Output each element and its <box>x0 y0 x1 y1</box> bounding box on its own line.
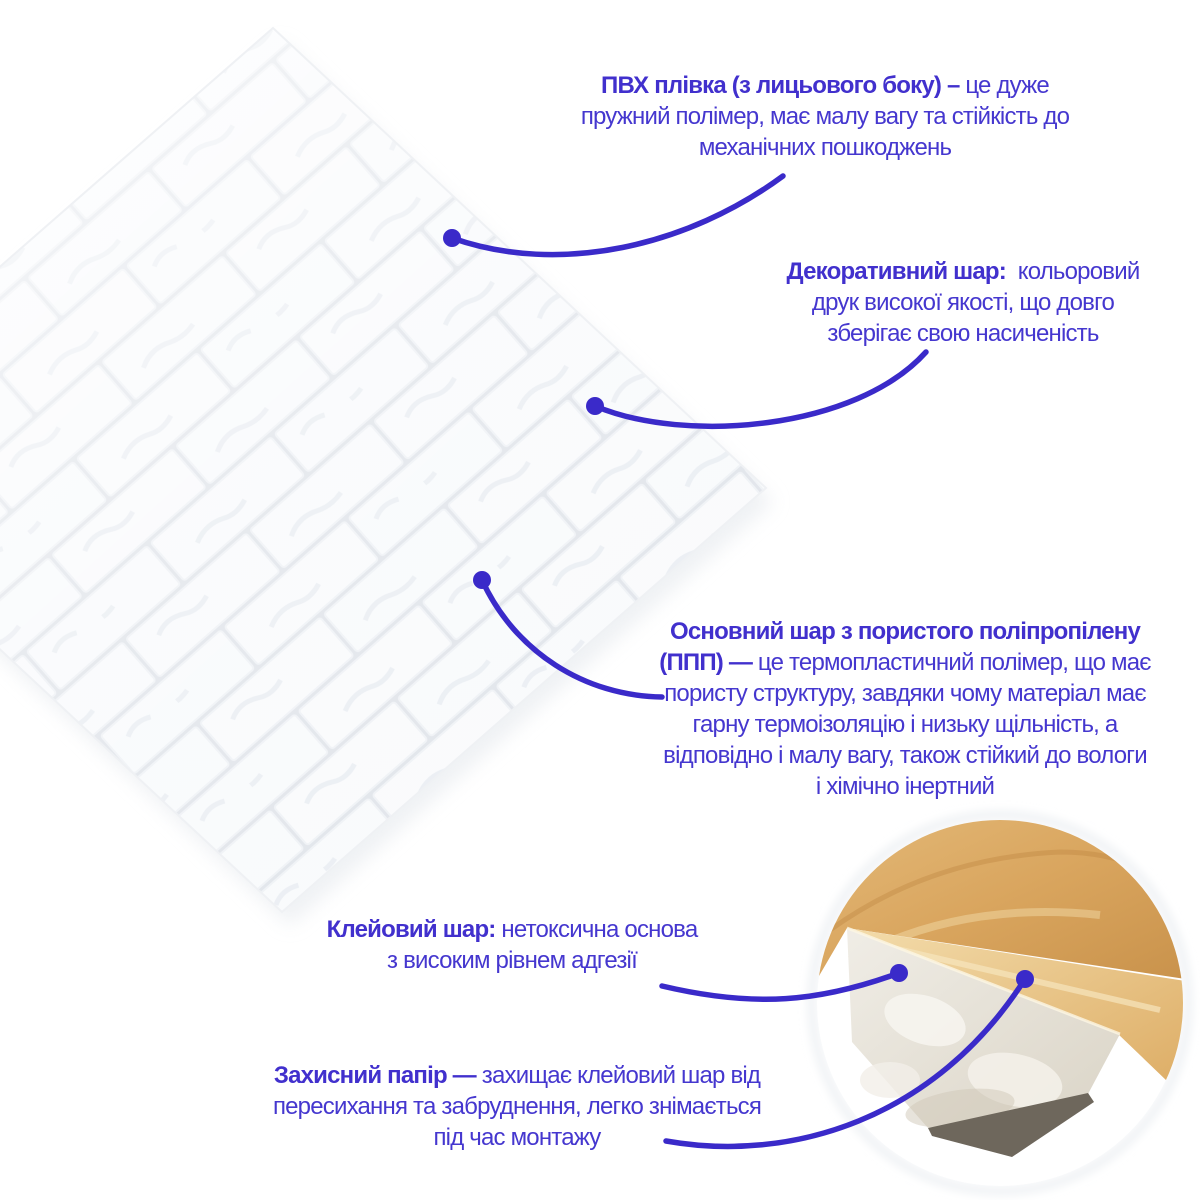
callout-line: відповідно і малу вагу, також стійкий до вологи <box>663 742 1147 769</box>
callout-dot-base-layer <box>473 571 491 589</box>
callout-line: і хімічно інертний <box>815 773 995 800</box>
callout-line: гарну термоізоляцію і низьку щільність, а <box>692 711 1118 738</box>
callout-dot-protective-paper <box>1016 970 1034 988</box>
callout-line: Основний шар з пористого поліпропілену <box>669 618 1141 645</box>
callout-line: друк високої якості, що довго <box>811 289 1115 316</box>
callout-dot-adhesive-layer <box>890 964 908 982</box>
callout-line: з високим рівнем адгезії <box>387 947 637 974</box>
callout-line: ПВХ плівка (з лицьового боку) – це дуже <box>601 72 1049 99</box>
callout-line: пористу структуру, завдяки чому матеріал має <box>664 680 1146 707</box>
callout-protective-paper <box>257 1060 777 1153</box>
callout-line: пересихання та забруднення, легко знімається <box>272 1093 762 1120</box>
callout-line: механічних пошкоджень <box>698 134 952 161</box>
backside-photo <box>812 813 1192 1191</box>
callout-line: Захисний папір — захищає клейовий шар від <box>273 1062 761 1089</box>
callout-dot-decorative-layer <box>586 397 604 415</box>
callout-line: Клейовий шар: нетоксична основа <box>326 916 698 943</box>
callout-pvc-film <box>535 70 1115 163</box>
callout-line: пружний полімер, має малу вагу та стійкість до <box>580 103 1070 130</box>
callout-decorative-layer <box>743 256 1183 349</box>
callout-base-layer <box>625 616 1185 802</box>
callout-line: (ППП) — це термопластичний полімер, що має <box>659 649 1151 676</box>
callout-line: під час монтажу <box>433 1124 601 1151</box>
callout-line: зберігає свою насиченість <box>827 320 1099 347</box>
callout-dot-pvc-film <box>443 229 461 247</box>
callout-adhesive-layer <box>312 914 712 976</box>
callout-line: Декоративний шар: кольоровий <box>786 258 1140 285</box>
